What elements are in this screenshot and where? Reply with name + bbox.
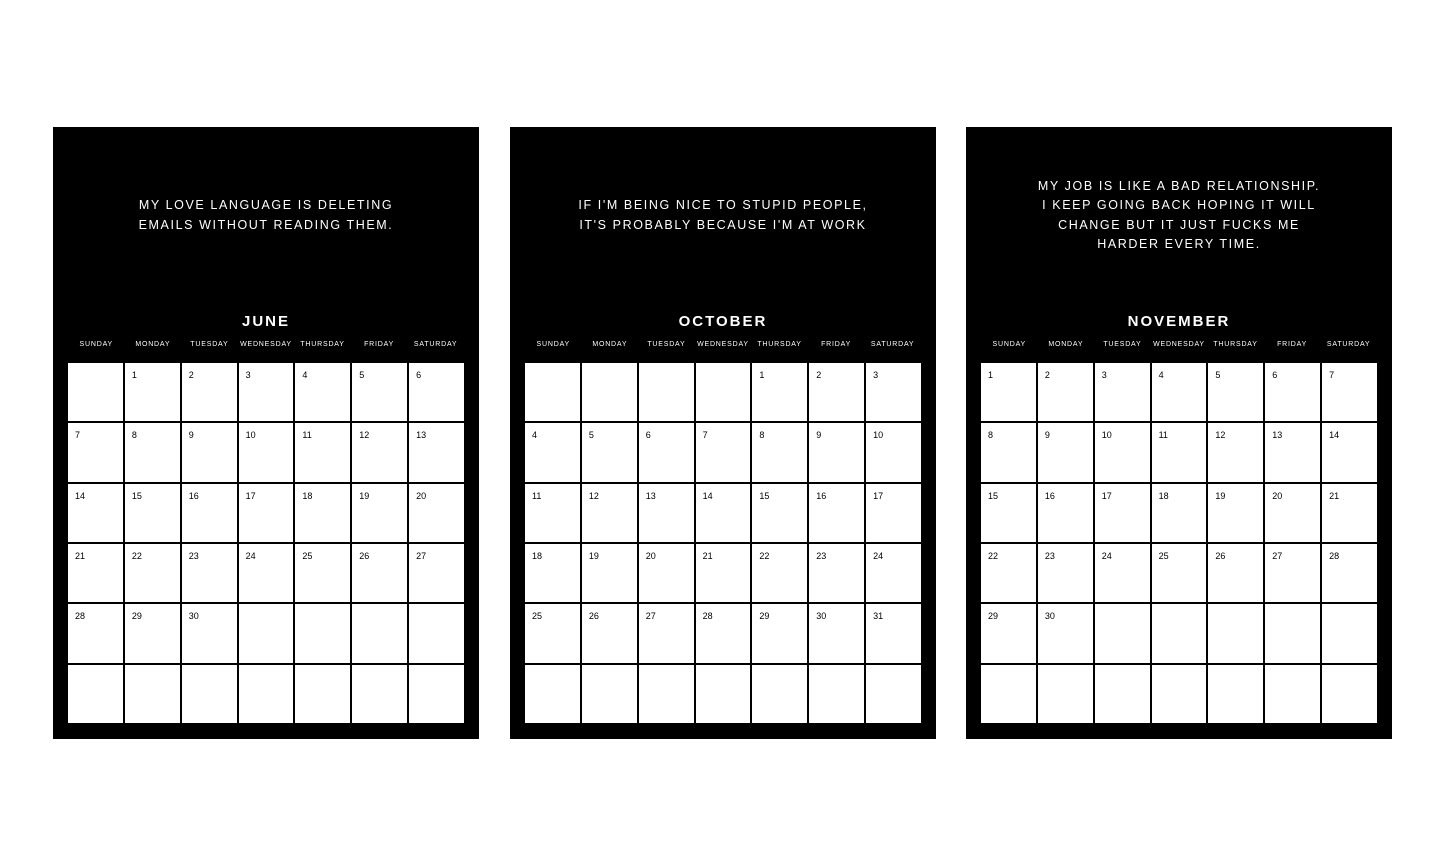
day-number: 4 bbox=[1158, 370, 1164, 380]
day-cell bbox=[582, 423, 637, 481]
day-cell bbox=[1265, 423, 1320, 481]
day-cell bbox=[239, 544, 294, 602]
day-cell bbox=[866, 363, 921, 421]
day-number: 25 bbox=[302, 550, 313, 561]
day-number: 3 bbox=[245, 370, 251, 380]
weekday-label: WEDNESDAY bbox=[697, 341, 749, 348]
day-cell bbox=[696, 604, 751, 662]
day-cell bbox=[639, 665, 694, 723]
day-cell bbox=[352, 484, 407, 542]
day-grid bbox=[68, 363, 464, 723]
day-number: 11 bbox=[302, 430, 312, 441]
day-cell bbox=[866, 604, 921, 662]
day-number: 10 bbox=[1101, 430, 1112, 441]
day-cell bbox=[582, 544, 637, 602]
day-cell bbox=[1322, 363, 1377, 421]
day-number: 27 bbox=[1272, 550, 1283, 561]
day-cell bbox=[182, 363, 237, 421]
quote-text: IF I'M BEING NICE TO STUPID PEOPLE, IT'S PROBABLY BECAUSE I'M AT WORK bbox=[578, 198, 868, 232]
day-number: 18 bbox=[1158, 490, 1169, 501]
day-number: 17 bbox=[1101, 490, 1112, 501]
day-cell bbox=[68, 665, 123, 723]
day-cell bbox=[125, 363, 180, 421]
day-number: 13 bbox=[645, 490, 656, 501]
day-number: 1 bbox=[988, 370, 994, 380]
day-number: 27 bbox=[645, 611, 656, 622]
day-number: 13 bbox=[416, 430, 427, 441]
day-number: 24 bbox=[245, 550, 256, 561]
day-number: 30 bbox=[816, 611, 827, 622]
day-cell bbox=[1265, 484, 1320, 542]
weekday-header bbox=[525, 341, 921, 351]
day-cell bbox=[1208, 484, 1263, 542]
day-cell bbox=[295, 363, 350, 421]
day-cell bbox=[352, 604, 407, 662]
day-number: 14 bbox=[75, 490, 86, 501]
weekday-label: WEDNESDAY bbox=[240, 341, 292, 348]
weekday-label: FRIDAY bbox=[821, 341, 852, 348]
day-number: 6 bbox=[645, 430, 651, 441]
day-cell bbox=[639, 544, 694, 602]
day-cell bbox=[866, 544, 921, 602]
day-cell bbox=[239, 604, 294, 662]
day-number: 16 bbox=[816, 490, 827, 501]
day-number: 17 bbox=[245, 490, 256, 501]
day-cell bbox=[809, 423, 864, 481]
day-number: 23 bbox=[188, 550, 199, 561]
weekday-label: SUNDAY bbox=[79, 341, 113, 348]
day-cell bbox=[639, 604, 694, 662]
day-cell bbox=[182, 423, 237, 481]
day-cell bbox=[582, 363, 637, 421]
day-cell bbox=[1265, 363, 1320, 421]
calendar-page-june bbox=[53, 127, 479, 739]
day-number: 26 bbox=[1215, 550, 1226, 561]
day-number: 1 bbox=[759, 370, 765, 380]
day-cell bbox=[352, 544, 407, 602]
day-number: 4 bbox=[532, 430, 538, 441]
weekday-label: MONDAY bbox=[592, 341, 628, 348]
weekday-label: THURSDAY bbox=[757, 341, 802, 348]
day-cell bbox=[752, 423, 807, 481]
day-cell bbox=[752, 604, 807, 662]
day-number: 18 bbox=[302, 490, 313, 501]
day-cell bbox=[182, 484, 237, 542]
day-cell bbox=[1095, 423, 1150, 481]
day-cell bbox=[125, 604, 180, 662]
weekday-label: WEDNESDAY bbox=[1153, 341, 1205, 348]
day-cell bbox=[68, 604, 123, 662]
day-cell bbox=[239, 423, 294, 481]
day-number: 15 bbox=[759, 490, 770, 501]
weekday-label: THURSDAY bbox=[300, 341, 345, 348]
weekday-label: TUESDAY bbox=[190, 341, 229, 348]
day-cell bbox=[409, 363, 464, 421]
day-cell bbox=[1322, 484, 1377, 542]
day-number: 9 bbox=[1044, 430, 1050, 441]
day-number: 9 bbox=[188, 430, 194, 441]
quote bbox=[53, 127, 479, 304]
day-cell bbox=[696, 423, 751, 481]
day-cell bbox=[295, 423, 350, 481]
day-cell bbox=[1322, 544, 1377, 602]
day-number: 11 bbox=[532, 490, 542, 501]
day-cell bbox=[1038, 604, 1093, 662]
day-number: 15 bbox=[131, 490, 142, 501]
day-number: 10 bbox=[873, 430, 884, 441]
day-cell bbox=[409, 604, 464, 662]
day-cell bbox=[182, 544, 237, 602]
day-cell bbox=[1038, 544, 1093, 602]
day-cell bbox=[639, 423, 694, 481]
day-number: 19 bbox=[588, 550, 599, 561]
day-number: 14 bbox=[1329, 430, 1340, 441]
day-number: 5 bbox=[359, 370, 365, 380]
day-cell bbox=[809, 363, 864, 421]
day-number: 14 bbox=[702, 490, 713, 501]
day-cell bbox=[1095, 363, 1150, 421]
weekday-label: SATURDAY bbox=[413, 341, 458, 348]
day-cell bbox=[1038, 484, 1093, 542]
day-cell bbox=[409, 484, 464, 542]
day-cell bbox=[1208, 363, 1263, 421]
quote-text: MY JOB IS LIKE A BAD RELATIONSHIP. I KEEP GOING BACK HOPING IT WILL CHANGE BUT IT JUST FUCKS ME HARDER EVERY TIME. bbox=[1037, 178, 1321, 251]
day-cell bbox=[239, 363, 294, 421]
day-number: 16 bbox=[1044, 490, 1055, 501]
day-cell bbox=[125, 665, 180, 723]
day-number: 8 bbox=[988, 430, 994, 441]
day-cell bbox=[1265, 665, 1320, 723]
day-number: 15 bbox=[988, 490, 999, 501]
day-cell bbox=[295, 544, 350, 602]
day-number: 13 bbox=[1272, 430, 1283, 441]
weekday-label: SUNDAY bbox=[992, 341, 1026, 348]
day-number: 1 bbox=[131, 370, 137, 380]
quote bbox=[510, 127, 936, 304]
day-number: 25 bbox=[1158, 550, 1169, 561]
weekday-label: MONDAY bbox=[135, 341, 171, 348]
day-cell bbox=[1208, 423, 1263, 481]
day-number: 26 bbox=[359, 550, 370, 561]
day-number: 7 bbox=[75, 430, 81, 441]
day-cell bbox=[809, 665, 864, 723]
day-number: 30 bbox=[1044, 611, 1055, 622]
day-number: 23 bbox=[816, 550, 827, 561]
day-cell bbox=[1095, 604, 1150, 662]
day-cell bbox=[1038, 363, 1093, 421]
day-cell bbox=[1152, 544, 1207, 602]
day-number: 21 bbox=[75, 550, 86, 561]
day-number: 28 bbox=[75, 611, 86, 622]
day-number: 4 bbox=[302, 370, 308, 380]
day-number: 8 bbox=[759, 430, 765, 441]
day-number: 7 bbox=[702, 430, 708, 441]
day-cell bbox=[752, 665, 807, 723]
day-number: 6 bbox=[416, 370, 422, 380]
day-cell bbox=[295, 484, 350, 542]
day-cell bbox=[352, 363, 407, 421]
day-cell bbox=[1152, 363, 1207, 421]
day-number: 5 bbox=[1215, 370, 1221, 380]
weekday-label: MONDAY bbox=[1048, 341, 1084, 348]
day-cell bbox=[525, 484, 580, 542]
day-cell bbox=[1322, 423, 1377, 481]
day-number: 29 bbox=[131, 611, 142, 622]
day-number: 22 bbox=[759, 550, 770, 561]
day-cell bbox=[239, 665, 294, 723]
day-cell bbox=[1095, 665, 1150, 723]
day-number: 31 bbox=[873, 611, 884, 622]
day-cell bbox=[1208, 604, 1263, 662]
day-number: 20 bbox=[645, 550, 656, 561]
day-cell bbox=[1152, 484, 1207, 542]
day-number: 19 bbox=[359, 490, 370, 501]
day-number: 3 bbox=[1101, 370, 1107, 380]
day-number: 2 bbox=[816, 370, 822, 380]
day-cell bbox=[68, 423, 123, 481]
day-number: 12 bbox=[1215, 430, 1226, 441]
day-cell bbox=[866, 484, 921, 542]
day-cell bbox=[125, 484, 180, 542]
month-title: JUNE bbox=[241, 313, 290, 330]
day-number: 2 bbox=[188, 370, 194, 380]
day-number: 24 bbox=[873, 550, 884, 561]
day-cell bbox=[981, 665, 1036, 723]
quote bbox=[966, 127, 1392, 304]
day-cell bbox=[866, 665, 921, 723]
day-cell bbox=[1152, 604, 1207, 662]
day-number: 19 bbox=[1215, 490, 1226, 501]
weekday-label: SATURDAY bbox=[870, 341, 915, 348]
day-cell bbox=[1322, 665, 1377, 723]
day-number: 16 bbox=[188, 490, 199, 501]
day-cell bbox=[866, 423, 921, 481]
day-cell bbox=[696, 665, 751, 723]
day-cell bbox=[295, 665, 350, 723]
day-cell bbox=[981, 604, 1036, 662]
day-number: 22 bbox=[131, 550, 142, 561]
weekday-label: SATURDAY bbox=[1326, 341, 1371, 348]
day-cell bbox=[981, 423, 1036, 481]
day-cell bbox=[68, 363, 123, 421]
day-cell bbox=[582, 484, 637, 542]
day-cell bbox=[1322, 604, 1377, 662]
day-number: 20 bbox=[416, 490, 427, 501]
weekday-label: TUESDAY bbox=[1103, 341, 1142, 348]
day-cell bbox=[239, 484, 294, 542]
day-cell bbox=[409, 665, 464, 723]
day-cell bbox=[582, 665, 637, 723]
day-cell bbox=[1208, 665, 1263, 723]
day-grid bbox=[981, 363, 1377, 723]
weekday-header bbox=[68, 341, 464, 351]
quote-text: MY LOVE LANGUAGE IS DELETING EMAILS WITHOUT READING THEM. bbox=[138, 198, 394, 232]
weekday-label: SUNDAY bbox=[536, 341, 570, 348]
day-cell bbox=[409, 544, 464, 602]
day-cell bbox=[68, 484, 123, 542]
day-number: 20 bbox=[1272, 490, 1283, 501]
day-cell bbox=[125, 544, 180, 602]
day-number: 18 bbox=[532, 550, 543, 561]
day-cell bbox=[696, 544, 751, 602]
day-number: 8 bbox=[131, 430, 137, 441]
day-number: 21 bbox=[1329, 490, 1340, 501]
day-number: 11 bbox=[1158, 430, 1168, 441]
day-number: 24 bbox=[1101, 550, 1112, 561]
day-cell bbox=[352, 423, 407, 481]
day-cell bbox=[525, 544, 580, 602]
day-cell bbox=[525, 363, 580, 421]
day-cell bbox=[125, 423, 180, 481]
day-cell bbox=[409, 423, 464, 481]
day-cell bbox=[1152, 423, 1207, 481]
month-title: OCTOBER bbox=[678, 313, 768, 330]
day-number: 6 bbox=[1272, 370, 1278, 380]
day-cell bbox=[1208, 544, 1263, 602]
day-cell bbox=[295, 604, 350, 662]
day-number: 10 bbox=[245, 430, 256, 441]
calendar-page-november bbox=[966, 127, 1392, 739]
day-cell bbox=[981, 544, 1036, 602]
day-number: 5 bbox=[588, 430, 594, 441]
weekday-label: FRIDAY bbox=[364, 341, 395, 348]
day-cell bbox=[1095, 544, 1150, 602]
day-cell bbox=[1038, 423, 1093, 481]
day-cell bbox=[525, 604, 580, 662]
day-cell bbox=[981, 484, 1036, 542]
day-cell bbox=[525, 665, 580, 723]
day-number: 9 bbox=[816, 430, 822, 441]
day-cell bbox=[981, 363, 1036, 421]
day-number: 25 bbox=[532, 611, 543, 622]
day-cell bbox=[182, 604, 237, 662]
day-number: 12 bbox=[359, 430, 370, 441]
day-cell bbox=[696, 363, 751, 421]
day-cell bbox=[639, 363, 694, 421]
day-cell bbox=[1095, 484, 1150, 542]
day-number: 29 bbox=[759, 611, 770, 622]
day-number: 17 bbox=[873, 490, 884, 501]
day-number: 12 bbox=[588, 490, 599, 501]
day-cell bbox=[1038, 665, 1093, 723]
day-number: 29 bbox=[988, 611, 999, 622]
day-cell bbox=[352, 665, 407, 723]
day-cell bbox=[582, 604, 637, 662]
day-cell bbox=[696, 484, 751, 542]
day-number: 28 bbox=[1329, 550, 1340, 561]
day-number: 28 bbox=[702, 611, 713, 622]
day-cell bbox=[752, 363, 807, 421]
day-cell bbox=[1152, 665, 1207, 723]
day-cell bbox=[809, 544, 864, 602]
month-title: NOVEMBER bbox=[1127, 313, 1231, 330]
day-number: 21 bbox=[702, 550, 713, 561]
day-number: 22 bbox=[988, 550, 999, 561]
day-number: 27 bbox=[416, 550, 427, 561]
day-cell bbox=[525, 423, 580, 481]
weekday-label: FRIDAY bbox=[1277, 341, 1308, 348]
weekday-label: TUESDAY bbox=[647, 341, 686, 348]
day-cell bbox=[68, 544, 123, 602]
weekday-header bbox=[981, 341, 1377, 351]
day-number: 2 bbox=[1044, 370, 1050, 380]
day-number: 7 bbox=[1329, 370, 1335, 380]
day-number: 3 bbox=[873, 370, 879, 380]
day-cell bbox=[1265, 604, 1320, 662]
day-cell bbox=[809, 604, 864, 662]
day-grid bbox=[525, 363, 921, 723]
weekday-label: THURSDAY bbox=[1213, 341, 1258, 348]
calendar-page-october bbox=[510, 127, 936, 739]
day-number: 23 bbox=[1044, 550, 1055, 561]
day-number: 26 bbox=[588, 611, 599, 622]
day-cell bbox=[809, 484, 864, 542]
day-cell bbox=[1265, 544, 1320, 602]
day-cell bbox=[752, 484, 807, 542]
day-cell bbox=[752, 544, 807, 602]
day-cell bbox=[639, 484, 694, 542]
day-cell bbox=[182, 665, 237, 723]
day-number: 30 bbox=[188, 611, 199, 622]
